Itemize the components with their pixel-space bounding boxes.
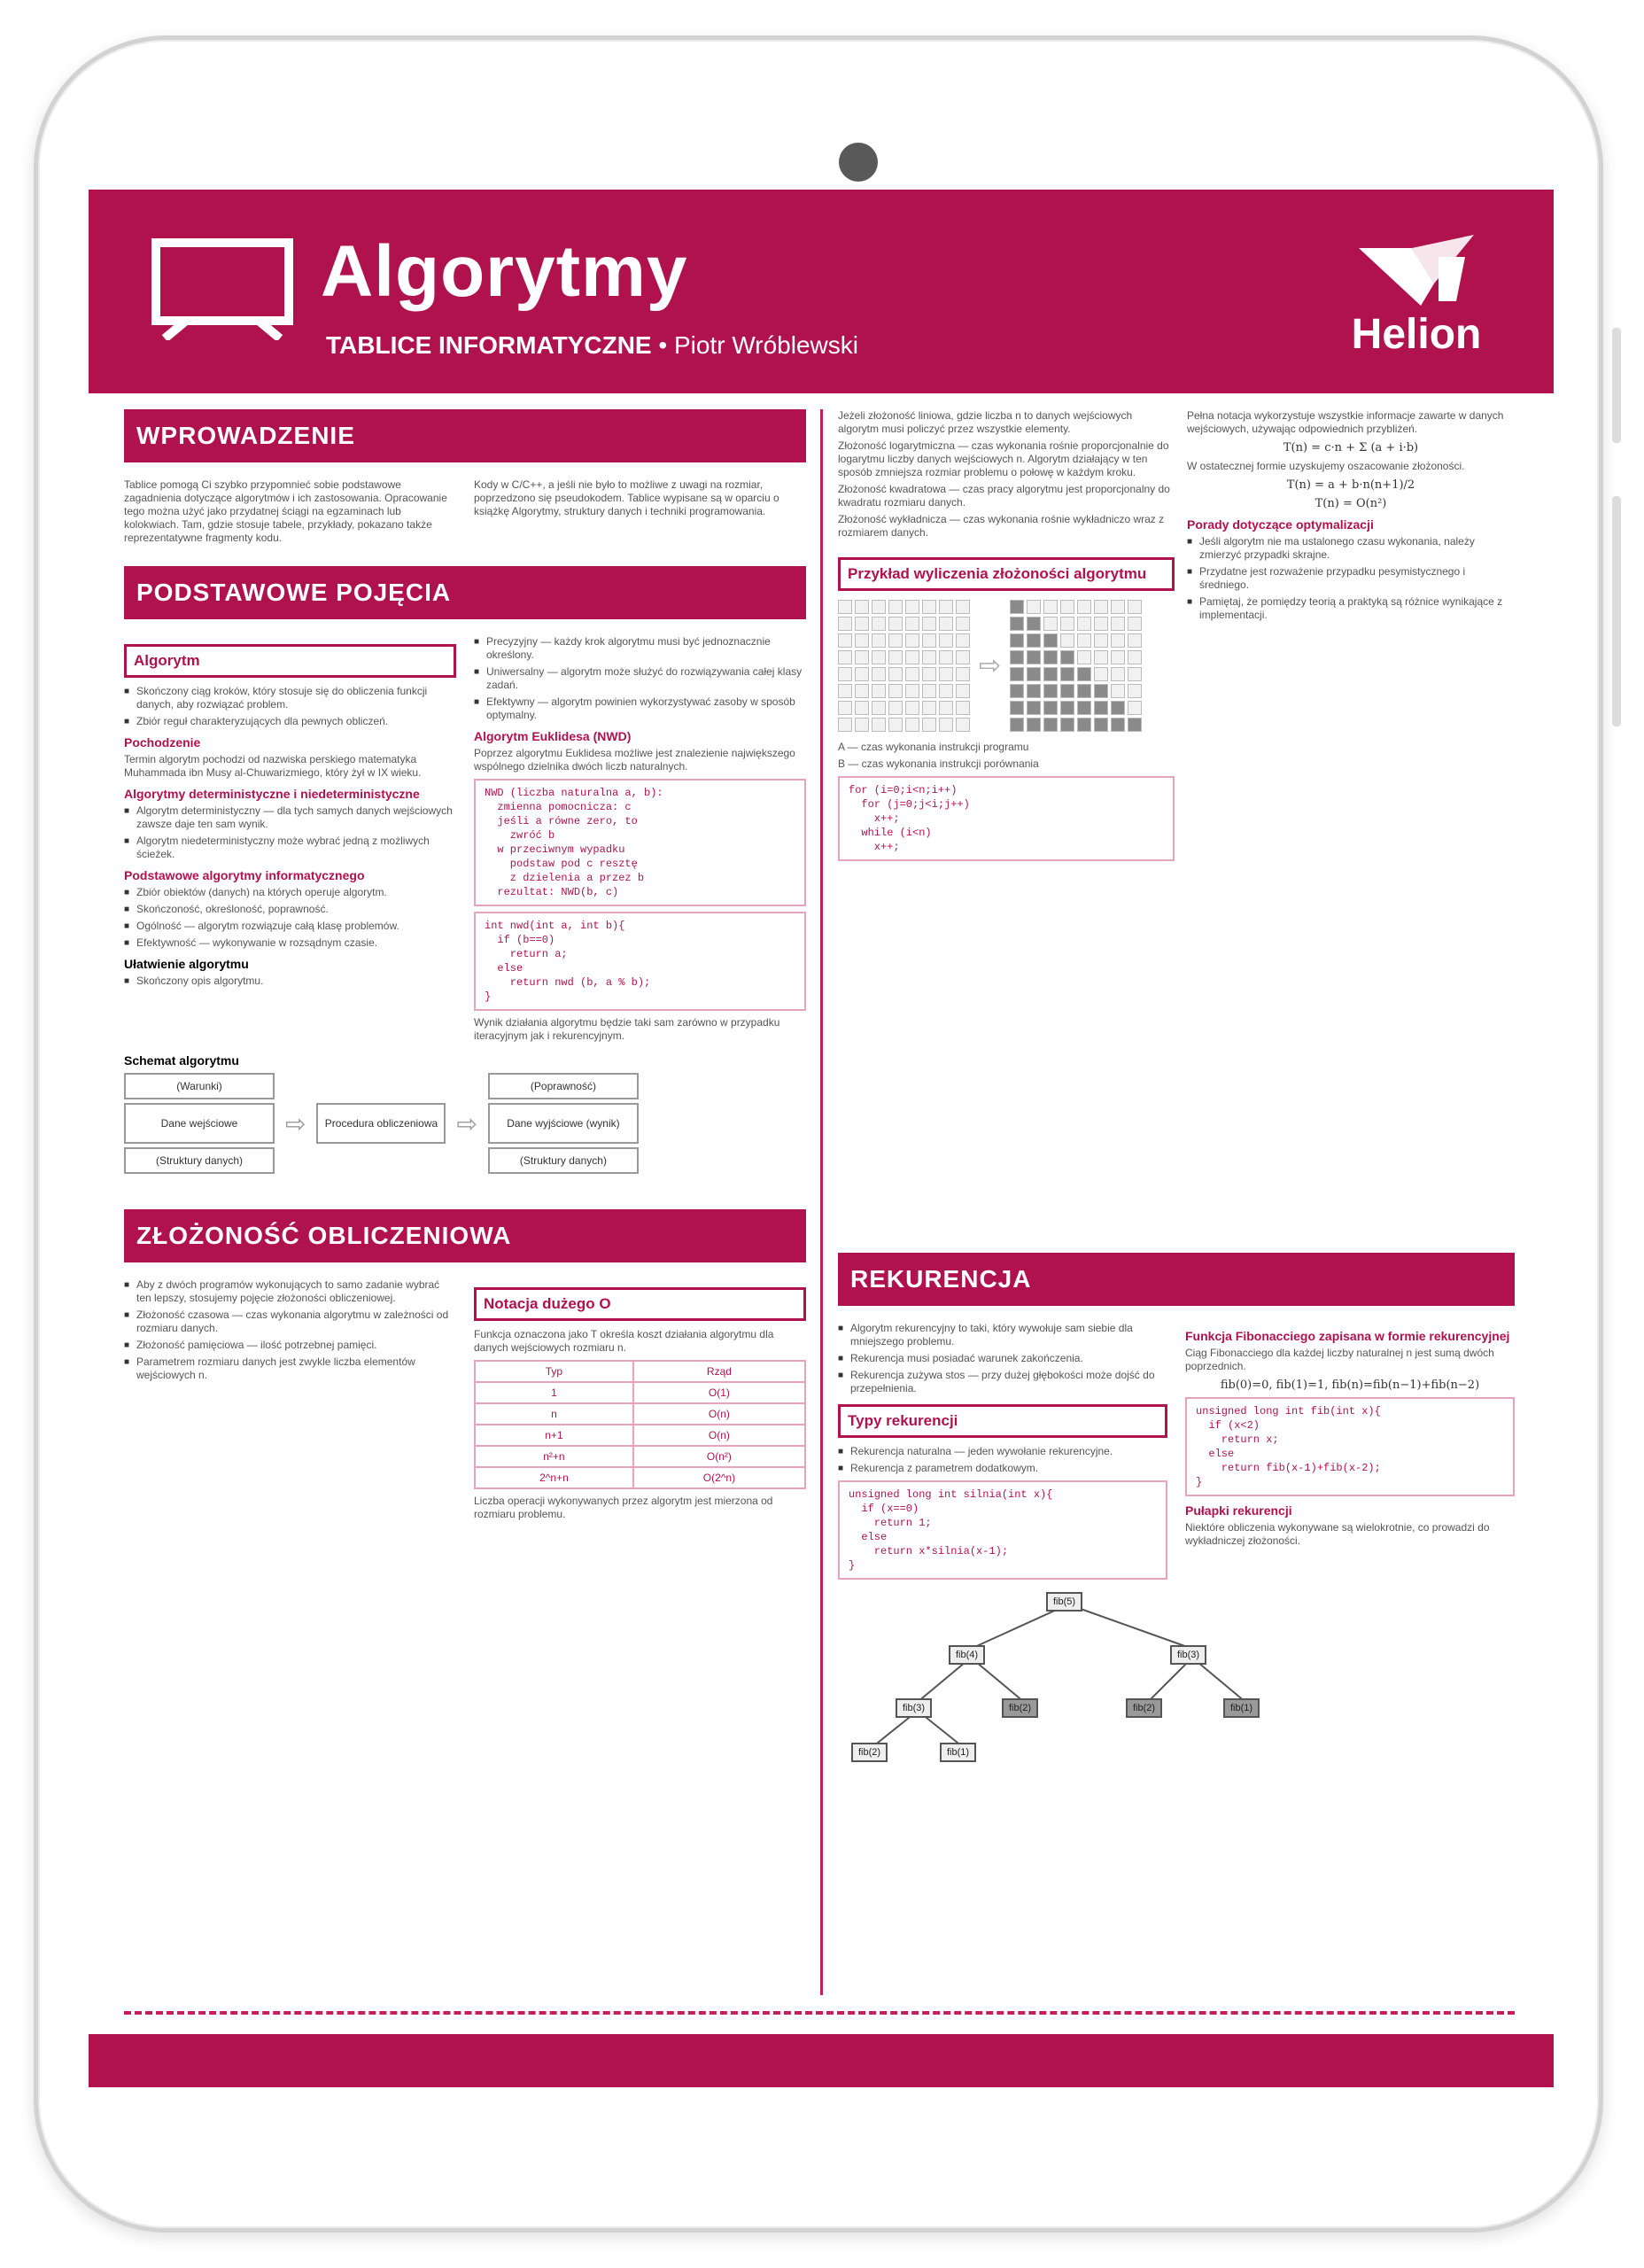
grid-cell <box>1077 684 1091 698</box>
helion-logo <box>1332 230 1501 363</box>
bullet: ■ Skończoność, określoność, poprawność. <box>136 903 456 916</box>
heading-deterministic: Algorytmy deterministyczne i niedeterministyczne <box>124 787 420 801</box>
grid-cell <box>1077 701 1091 715</box>
heading-optimization: Porady dotyczące optymalizacji <box>1187 517 1374 532</box>
table-cell: 2^n+n <box>475 1467 633 1488</box>
column-left <box>124 409 806 1525</box>
complexity-cont: Złożoność wykładnicza — czas wykonania rośnie wykładniczo wraz z rozmiarem danych. <box>838 513 1165 539</box>
box-algorithm: Algorytm <box>124 644 456 678</box>
table-cell: n²+n <box>475 1446 633 1467</box>
tree-node-root: fib(5) <box>1046 1592 1082 1612</box>
grid-cell <box>1027 684 1041 698</box>
bullet: ■ Zbiór obiektów (danych) na których operuje algorytm. <box>136 886 456 899</box>
code-fib: unsigned long int fib(int x){ if (x<2) return x; else return fib(x-1)+fib(x-2); } <box>1185 1397 1515 1496</box>
grid-cell <box>872 600 886 614</box>
complexity-content <box>124 1278 806 1525</box>
grid-before <box>838 600 970 732</box>
grid-cell <box>1010 718 1024 732</box>
grid-cell <box>838 650 852 664</box>
scheme-output <box>488 1073 639 1174</box>
tree-node: fib(1) <box>1223 1698 1260 1718</box>
grid-cell <box>956 650 970 664</box>
grid-cell <box>872 633 886 648</box>
grid-cell <box>838 633 852 648</box>
grid-cell <box>1077 617 1091 631</box>
grid-cell <box>1027 650 1041 664</box>
heading-euclid: Algorytm Euklidesa (NWD) <box>474 729 632 743</box>
grid-cell <box>922 667 936 681</box>
recursion-content <box>838 1322 1515 1585</box>
bullet: ■ Jeśli algorytm nie ma ustalonego czasu wykonania, należy zmierzyć przypadki skrajne. <box>1199 535 1515 562</box>
complexity-cont: Złożoność logarytmiczna — czas wykonania rośnie proporcjonalnie do logarytmu liczby danych wejściowych n. Algorytm działający w ten sposób zmniejsza rozmiar problemu o połowę w każdym kroku. <box>838 439 1169 478</box>
table-header: Typ <box>475 1361 633 1382</box>
arrow-right-icon: ⇨ <box>456 1109 477 1138</box>
grid-cell <box>855 718 869 732</box>
scheme-input <box>124 1073 275 1174</box>
grid-cell <box>956 633 970 648</box>
grid-cell <box>939 633 953 648</box>
helion-logo-icon <box>1350 230 1483 310</box>
box-example: Przykład wyliczenia złożoności algorytmu <box>838 557 1175 591</box>
grid-cell <box>1128 667 1142 681</box>
footer-bar <box>89 2034 1554 2087</box>
grid-cell <box>872 701 886 715</box>
intro-text <box>124 478 806 548</box>
tree-node: fib(1) <box>940 1743 976 1762</box>
grid-cell <box>1043 667 1058 681</box>
complexity-table <box>474 1360 806 1489</box>
tree-node: fib(3) <box>1170 1645 1206 1665</box>
scheme-out-top: (Poprawność) <box>488 1073 639 1099</box>
grid-cell <box>956 617 970 631</box>
tree-node: fib(3) <box>896 1698 932 1718</box>
grid-cell <box>939 667 953 681</box>
grid-cell <box>939 701 953 715</box>
grid-cell <box>1060 633 1074 648</box>
fib-formula: fib(0)=0, fib(1)=1, fib(n)=fib(n−1)+fib(n−2) <box>1220 1379 1480 1392</box>
grid-cell <box>939 600 953 614</box>
bullet: ■ Aby z dwóch programów wykonujących to samo zadanie wybrać ten lepszy, stosujemy pojęcie złożoności obliczeniowej. <box>136 1278 456 1305</box>
box-big-o: Notacja dużego O <box>474 1287 806 1321</box>
column-middle <box>838 409 1175 866</box>
grid-cell <box>1077 718 1091 732</box>
intro-paragraph-2: Kody w C/C++, a jeśli nie było to możliwe z uwagi na rozmiar, poprzedzono się pseudokodem. Tablice wypisane są w oparciu o książkę Algorytmy, struktury danych i techniki programowania. <box>474 478 779 517</box>
grid-cell <box>905 600 919 614</box>
bullet: ■ Rekurencja naturalna — jeden wywołanie rekurencyjne. <box>850 1445 1167 1458</box>
camera <box>839 143 878 182</box>
scheme-procedure: Procedura obliczeniowa <box>316 1103 446 1144</box>
bullet: ■ Rekurencja musi posiadać warunek zakończenia. <box>850 1352 1167 1365</box>
grid-cell <box>888 600 903 614</box>
arrow-right-icon: ⇨ <box>979 651 1002 680</box>
grid-cell <box>905 633 919 648</box>
grid-cell <box>922 600 936 614</box>
recursion-left <box>838 1322 1167 1585</box>
grid-cell <box>1043 718 1058 732</box>
grid-cell <box>888 718 903 732</box>
big-o-text: Funkcja oznaczona jako T określa koszt działania algorytmu dla danych wejściowych rozmiaru n. <box>474 1328 774 1354</box>
grid-cell <box>905 667 919 681</box>
scheme-in-mid: Dane wejściowe <box>124 1103 275 1144</box>
bullet: ■ Rekurencja z parametrem dodatkowym. <box>850 1462 1167 1475</box>
traps-text: Niektóre obliczenia wykonywane są wielokrotnie, co prowadzi do wykładniczej złożoności. <box>1185 1521 1490 1547</box>
column-right <box>1187 409 1515 625</box>
grid-cell <box>922 617 936 631</box>
bullet: ■ Efektywny — algorytm powinien wykorzystywać zasoby w sposób optymalny. <box>486 695 806 722</box>
heading-origin: Pochodzenie <box>124 735 201 750</box>
intro-paragraph-1: Tablice pomogą Ci szybko przypomnieć sobie podstawowe zagadnienia dotyczące algorytmów i ich zastosowania. Opracowanie tego można użyć jako przydatnej ściągi na egzaminach lub kolokwiach. Tam, gdzie stosuje tabele, przykłady, pokazano także reprezentatywne fragmenty kodu. <box>124 478 447 544</box>
section-basics: PODSTAWOWE POJĘCIA <box>124 566 806 619</box>
grid-cell <box>888 633 903 648</box>
tree-node: fib(2) <box>1002 1698 1038 1718</box>
scheme-out-mid: Dane wyjściowe (wynik) <box>488 1103 639 1144</box>
grid-cell <box>1128 684 1142 698</box>
grid-cell <box>922 684 936 698</box>
formula-1: T(n) = c·n + Σ (a + i·b) <box>1283 441 1419 454</box>
grid-cell <box>905 617 919 631</box>
grid-cell <box>1027 633 1041 648</box>
grid-cell <box>905 684 919 698</box>
bullet: ■ Uniwersalny — algorytm może służyć do rozwiązywania całej klasy zadań. <box>486 665 806 692</box>
table-cell: n+1 <box>475 1425 633 1446</box>
heading-fib: Funkcja Fibonacciego zapisana w formie rekurencyjnej <box>1185 1329 1510 1343</box>
grid-cell <box>1111 633 1125 648</box>
code-euclid-recursive: int nwd(int a, int b){ if (b==0) return a; else return nwd (b, a % b); } <box>474 912 806 1011</box>
grid-cell <box>1077 650 1091 664</box>
grid-cell <box>905 718 919 732</box>
grid-cell <box>1111 617 1125 631</box>
footer-dashes <box>124 2011 1515 2015</box>
grid-cell <box>1060 600 1074 614</box>
bullet: ■ Pamiętaj, że pomiędzy teorią a praktyką są różnice wynikające z implementacji. <box>1199 595 1515 622</box>
grid-cell <box>838 600 852 614</box>
optimization-intro: Pełna notacja wykorzystuje wszystkie informacje zawarte w danych wejściowych, używając odpowiednich przybliżeń. <box>1187 409 1504 435</box>
recursion-right <box>1185 1322 1515 1585</box>
grid-cell <box>956 600 970 614</box>
grid-cell <box>1094 600 1108 614</box>
grid-cell <box>1128 633 1142 648</box>
arrow-right-icon: ⇨ <box>285 1109 306 1138</box>
bullet: ■ Skończony ciąg kroków, który stosuje się do obliczenia funkcji danych, aby rozwiązać problem. <box>136 685 456 711</box>
bullet: ■ Złożoność pamięciowa — ilość potrzebnej pamięci. <box>136 1339 456 1352</box>
code-loops: for (i=0;i<n;i++) for (j=0;j<i;j++) x++; while (i<n) x++; <box>838 776 1175 861</box>
section-complexity: ZŁOŻONOŚĆ OBLICZENIOWA <box>124 1209 806 1262</box>
grid-cell <box>1111 701 1125 715</box>
bullet: ■ Ogólność — algorytm rozwiązuje całą klasę problemów. <box>136 920 456 933</box>
bullet: ■ Zbiór reguł charakteryzujących dla pewnych obliczeń. <box>136 715 456 728</box>
grid-cell <box>1111 650 1125 664</box>
grid-cell <box>855 650 869 664</box>
code-factorial: unsigned long int silnia(int x){ if (x==0) return 1; else return x*silnia(x-1); } <box>838 1480 1167 1580</box>
grid-cell <box>1043 617 1058 631</box>
grid-cell <box>922 701 936 715</box>
grid-cell <box>872 650 886 664</box>
formula-2: T(n) = a + b·n(n+1)/2 <box>1286 478 1415 492</box>
fib-call-tree <box>838 1585 1515 1780</box>
grid-cell <box>905 701 919 715</box>
grid-cell <box>872 617 886 631</box>
author: Piotr Wróblewski <box>673 331 858 359</box>
grid-cell <box>1043 600 1058 614</box>
grid-cell <box>1010 600 1024 614</box>
grid-cell <box>1060 701 1074 715</box>
table-cell: O(2^n) <box>633 1467 805 1488</box>
column-divider <box>820 409 823 1995</box>
recursion-area <box>838 1253 1515 1780</box>
complexity-cont: Jeżeli złożoność liniowa, gdzie liczba n to danych wejściowych algorytm musi policzyć przez wszystkie elementy. <box>838 409 1133 435</box>
example-caption-2: B — czas wykonania instrukcji porównania <box>838 757 1039 770</box>
grid-cell <box>1010 684 1024 698</box>
grid-cell <box>1060 718 1074 732</box>
grid-cell <box>1077 633 1091 648</box>
complexity-left <box>124 1278 456 1525</box>
grid-cell <box>1027 701 1041 715</box>
grid-cell <box>922 650 936 664</box>
bullet: ■ Algorytm deterministyczny — dla tych samych danych wejściowych zawsze daje ten sam wynik. <box>136 804 456 831</box>
heading-scheme: Schemat algorytmu <box>124 1053 239 1068</box>
table-cell: n <box>475 1403 633 1425</box>
grid-cell <box>838 718 852 732</box>
bullet: ■ Algorytm rekurencyjny to taki, który wywołuje sam siebie dla mniejszego problemu. <box>850 1322 1167 1348</box>
grid-cell <box>1128 701 1142 715</box>
formula-3: T(n) = O(n²) <box>1314 497 1387 510</box>
code-euclid-iterative: NWD (liczba naturalna a, b): zmienna pomocnicza: c jeśli a równe zero, to zwróć b w przeciwnym wypadku podstaw pod c resztę z dzielenia a przez b rezultat: NWD(b, c) <box>474 779 806 906</box>
grid-cell <box>1010 667 1024 681</box>
grid-cell <box>855 684 869 698</box>
presentation-board-icon <box>151 237 294 340</box>
grid-cell <box>888 650 903 664</box>
page-title: Algorytmy <box>321 231 688 312</box>
grid-cell <box>1010 617 1024 631</box>
grid-cell <box>855 617 869 631</box>
grid-cell <box>956 718 970 732</box>
grid-cell <box>1094 718 1108 732</box>
optimization-text: W ostatecznej formie uzyskujemy oszacowanie złożoności. <box>1187 460 1465 472</box>
grid-cell <box>1060 617 1074 631</box>
box-recursion-types: Typy rekurencji <box>838 1404 1167 1438</box>
grid-cell <box>1128 600 1142 614</box>
grid-cell <box>1077 600 1091 614</box>
grid-cell <box>1027 617 1041 631</box>
heading-notation: Ułatwienie algorytmu <box>124 957 249 971</box>
scheme-in-top: (Warunki) <box>124 1073 275 1099</box>
basics-right <box>474 635 806 1046</box>
bullet: ■ Przydatne jest rozważenie przypadku pesymistycznego i średniego. <box>1199 565 1515 592</box>
grid-cell <box>838 617 852 631</box>
bullet: ■ Skończony opis algorytmu. <box>136 975 456 988</box>
grid-cell <box>905 650 919 664</box>
volume-down-button[interactable] <box>1612 496 1621 726</box>
grid-cell <box>1094 684 1108 698</box>
algorithm-scheme <box>124 1073 806 1174</box>
table-cell: O(1) <box>633 1382 805 1403</box>
grid-cell <box>1027 600 1041 614</box>
grid-cell <box>888 684 903 698</box>
grid-cell <box>888 667 903 681</box>
grid-cell <box>956 684 970 698</box>
heading-properties: Podstawowe algorytmy informatycznego <box>124 868 365 882</box>
grid-cell <box>838 667 852 681</box>
grid-cell <box>1060 667 1074 681</box>
section-recursion: REKURENCJA <box>838 1253 1515 1306</box>
origin-text: Termin algorytm pochodzi od nazwiska perskiego matematyka Muhammada ibn Musy al-Chuwarizmiego, który żył w IX wieku. <box>124 753 422 779</box>
grid-cell <box>1077 667 1091 681</box>
grid-cell <box>855 701 869 715</box>
grid-cell <box>872 684 886 698</box>
example-grids <box>838 600 1175 732</box>
basics-content <box>124 635 806 1046</box>
tree-node: fib(4) <box>949 1645 985 1665</box>
grid-cell <box>939 617 953 631</box>
grid-cell <box>1027 718 1041 732</box>
euclid-tail: Wynik działania algorytmu będzie taki sam zarówno w przypadku iteracyjnym jak i rekurencyjnym. <box>474 1016 780 1042</box>
grid-cell <box>1060 650 1074 664</box>
grid-cell <box>956 701 970 715</box>
tree-node: fib(2) <box>851 1743 888 1762</box>
grid-cell <box>1027 667 1041 681</box>
section-intro: WPROWADZENIE <box>124 409 806 462</box>
table-cell: O(n) <box>633 1425 805 1446</box>
grid-cell <box>1111 718 1125 732</box>
grid-cell <box>888 617 903 631</box>
screen <box>89 190 1554 2087</box>
grid-cell <box>1043 650 1058 664</box>
complexity-note: Liczba operacji wykonywanych przez algorytm jest mierzona od rozmiaru problemu. <box>474 1495 773 1520</box>
euclid-text: Poprzez algorytmu Euklidesa możliwe jest znalezienie największego wspólnego dzielnika dwóch liczb naturalnych. <box>474 747 795 773</box>
grid-cell <box>1094 650 1108 664</box>
grid-cell <box>855 667 869 681</box>
grid-cell <box>1128 718 1142 732</box>
grid-cell <box>1010 650 1024 664</box>
table-cell: O(n²) <box>633 1446 805 1467</box>
grid-cell <box>1094 667 1108 681</box>
grid-cell <box>872 718 886 732</box>
grid-cell <box>1094 701 1108 715</box>
bullet: ■ Parametrem rozmiaru danych jest zwykle liczba elementów wejściowych n. <box>136 1355 456 1382</box>
grid-cell <box>1111 684 1125 698</box>
grid-cell <box>1094 617 1108 631</box>
grid-cell <box>939 650 953 664</box>
volume-up-button[interactable] <box>1612 328 1621 443</box>
separator: • <box>658 331 668 359</box>
grid-cell <box>872 667 886 681</box>
grid-cell <box>1043 684 1058 698</box>
publisher-name: Helion <box>1351 311 1482 358</box>
bullet: ■ Precyzyjny — każdy krok algorytmu musi być jednoznacznie określony. <box>486 635 806 662</box>
grid-cell <box>939 718 953 732</box>
grid-cell <box>1111 600 1125 614</box>
scheme-out-bot: (Struktury danych) <box>488 1147 639 1174</box>
grid-cell <box>1043 633 1058 648</box>
heading-traps: Pułapki rekurencji <box>1185 1503 1292 1518</box>
bullet: ■ Efektywność — wykonywanie w rozsądnym czasie. <box>136 936 456 950</box>
grid-cell <box>1010 701 1024 715</box>
grid-cell <box>1111 667 1125 681</box>
grid-cell <box>1094 633 1108 648</box>
grid-cell <box>1060 684 1074 698</box>
subtitle <box>326 331 858 360</box>
bullet: ■ Rekurencja zużywa stos — przy dużej głębokości może dojść do przepełnienia. <box>850 1369 1167 1395</box>
grid-cell <box>956 667 970 681</box>
scheme-in-bot: (Struktury danych) <box>124 1147 275 1174</box>
tree-node: fib(2) <box>1126 1698 1162 1718</box>
grid-cell <box>1010 633 1024 648</box>
grid-cell <box>922 633 936 648</box>
example-caption-1: A — czas wykonania instrukcji programu <box>838 741 1029 753</box>
grid-cell <box>888 701 903 715</box>
header <box>89 190 1554 393</box>
complexity-right <box>474 1278 806 1525</box>
basics-left <box>124 635 456 1046</box>
fib-text: Ciąg Fibonacciego dla każdej liczby naturalnej n jest sumą dwóch poprzednich. <box>1185 1347 1494 1372</box>
table-cell: 1 <box>475 1382 633 1403</box>
table-header: Rząd <box>633 1361 805 1382</box>
series-name: TABLICE INFORMATYCZNE <box>326 331 652 359</box>
grid-cell <box>855 600 869 614</box>
bullet: ■ Złożoność czasowa — czas wykonania algorytmu w zależności od rozmiaru danych. <box>136 1309 456 1335</box>
grid-cell <box>1043 701 1058 715</box>
grid-cell <box>838 684 852 698</box>
grid-after <box>1010 600 1142 732</box>
complexity-cont: Złożoność kwadratowa — czas pracy algorytmu jest proporcjonalny do kwadratu rozmiaru danych. <box>838 483 1170 509</box>
table-cell: O(n) <box>633 1403 805 1425</box>
grid-cell <box>939 684 953 698</box>
grid-cell <box>922 718 936 732</box>
bullet: ■ Algorytm niedeterministyczny może wybrać jedną z możliwych ścieżek. <box>136 835 456 861</box>
grid-cell <box>1128 650 1142 664</box>
grid-cell <box>838 701 852 715</box>
grid-cell <box>1128 617 1142 631</box>
grid-cell <box>855 633 869 648</box>
